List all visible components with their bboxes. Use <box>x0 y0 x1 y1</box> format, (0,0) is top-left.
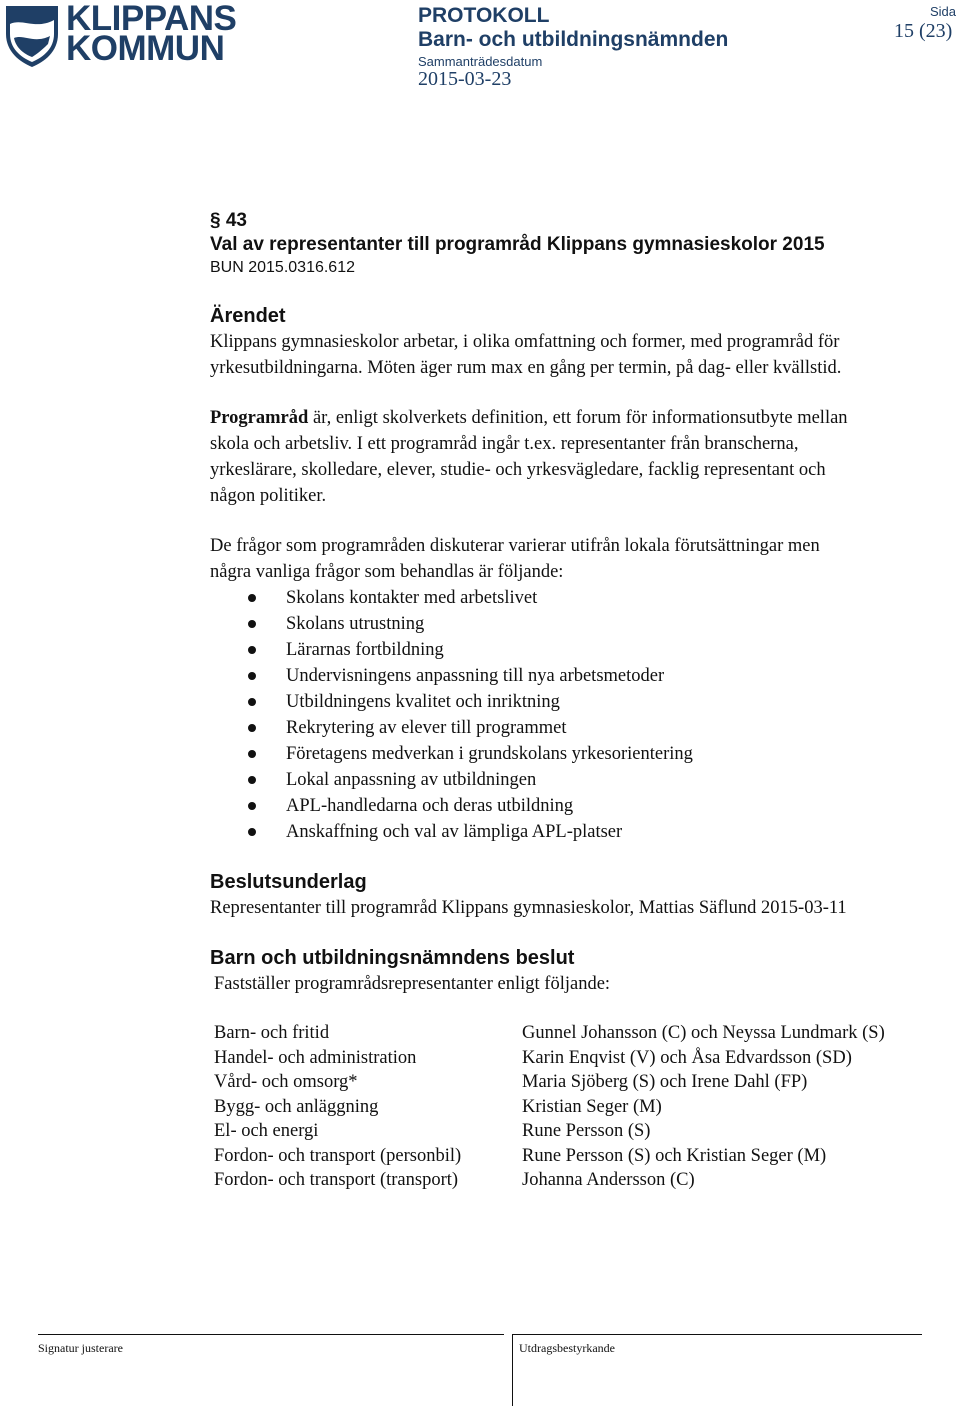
representatives-cell: Kristian Seger (M) <box>522 1096 662 1117</box>
table-row <box>214 1046 950 1071</box>
list-item: Skolans utrustning <box>248 611 950 637</box>
arendet-p3-line1: De frågor som programråden diskuterar varierar utifrån lokala förutsättningar men <box>210 536 820 556</box>
meeting-date: 2015-03-23 <box>418 68 512 90</box>
list-item: Skolans kontakter med arbetslivet <box>248 585 950 611</box>
table-row <box>214 1119 950 1144</box>
list-item: Undervisningens anpassning till nya arbetsmetoder <box>248 663 950 689</box>
list-item: Lokal anpassning av utbildningen <box>248 767 950 793</box>
representatives-cell: Maria Sjöberg (S) och Irene Dahl (FP) <box>522 1072 808 1092</box>
beslut-intro: Fastställer programrådsrepresentanter enligt följande: <box>214 974 611 994</box>
list-item: Företagens medverkan i grundskolans yrkesorientering <box>248 741 950 767</box>
paragraph-number: § 43 <box>210 210 247 231</box>
list-item: Utbildningens kvalitet och inriktning <box>248 689 950 715</box>
bullet-icon <box>248 724 256 732</box>
program-cell: Bygg- och anläggning <box>214 1096 379 1117</box>
paragraph-title: Val av representanter till programråd Klippans gymnasieskolor 2015 <box>210 234 825 255</box>
arendet-p2-line1 <box>210 405 950 431</box>
meeting-date-label: Sammanträdesdatum <box>418 54 543 69</box>
table-row <box>214 1144 950 1169</box>
arendet-p2-line3: yrkeslärare, skolledare, elever, studie- och yrkesvägledare, facklig representant och <box>210 460 826 480</box>
program-cell: El- och energi <box>214 1121 319 1141</box>
arendet-p2-line4: någon politiker. <box>210 486 327 506</box>
bullet-icon <box>248 750 256 758</box>
shield-logo-icon <box>4 4 60 68</box>
arendet-p2-line2: skola och arbetsliv. I ett programråd ingår t.ex. representanter från branscherna, <box>210 434 799 454</box>
table-row <box>214 1021 950 1046</box>
bullet-icon <box>248 828 256 836</box>
program-cell: Barn- och fritid <box>214 1023 330 1043</box>
table-row <box>214 1168 950 1193</box>
bullet-icon <box>248 698 256 706</box>
signature-footer <box>38 1334 922 1406</box>
representatives-cell: Johanna Andersson (C) <box>522 1170 695 1190</box>
beslut-heading: Barn och utbildningsnämndens beslut <box>210 947 575 969</box>
representatives-cell: Gunnel Johansson (C) och Neyssa Lundmark (S) <box>522 1023 885 1043</box>
arendet-p1-line1: Klippans gymnasieskolor arbetar, i olika omfattning och former, med programråd för <box>210 332 840 352</box>
beslutsunderlag-heading: Beslutsunderlag <box>210 871 367 893</box>
arendet-p1-line2: yrkesutbildningarna. Möten äger rum max en gång per termin, på dag- eller kvällstid. <box>210 358 842 378</box>
logo-line1: KLIPPANS <box>66 0 237 38</box>
table-row <box>214 1070 950 1095</box>
program-cell: Fordon- och transport (transport) <box>214 1170 459 1190</box>
bullet-icon <box>248 776 256 784</box>
bullet-icon <box>248 672 256 680</box>
list-item: Anskaffning och val av lämpliga APL-platser <box>248 819 950 845</box>
page-label: Sida <box>930 4 957 19</box>
committee-name: Barn- och utbildningsnämnden <box>418 28 729 51</box>
beslutsunderlag-text: Representanter till programråd Klippans gymnasieskolor, Mattias Säflund 2015-03-11 <box>210 898 847 918</box>
bullet-icon <box>248 594 256 602</box>
arendet-p2-line1-text: är, enligt skolverkets definition, ett forum för informationsutbyte mellan <box>308 408 848 428</box>
signatur-label: Signatur justerare <box>38 1341 123 1355</box>
representatives-table <box>214 1021 950 1193</box>
program-cell: Handel- och administration <box>214 1047 417 1068</box>
representatives-cell: Rune Persson (S) och Kristian Seger (M) <box>522 1145 827 1166</box>
representatives-cell: Rune Persson (S) <box>522 1121 651 1141</box>
logo-text <box>66 0 237 68</box>
bullet-icon <box>248 646 256 654</box>
bullet-icon <box>248 620 256 628</box>
bullet-icon <box>248 802 256 810</box>
list-item: APL-handledarna och deras utbildning <box>248 793 950 819</box>
table-row <box>214 1095 950 1120</box>
logo-line2: KOMMUN <box>66 29 225 68</box>
utdrag-label: Utdragsbestyrkande <box>519 1341 615 1355</box>
representatives-cell: Karin Enqvist (V) och Åsa Edvardsson (SD) <box>522 1047 852 1068</box>
municipality-logo <box>4 0 237 68</box>
program-cell: Vård- och omsorg* <box>214 1072 358 1092</box>
case-reference: BUN 2015.0316.612 <box>210 259 355 276</box>
utdrag-box <box>512 1334 922 1406</box>
document-type: PROTOKOLL <box>418 4 550 27</box>
page-number: 15 (23) <box>894 20 953 42</box>
protocol-body <box>210 208 950 1193</box>
list-item: Lärarnas fortbildning <box>248 637 950 663</box>
programrad-term: Programråd <box>210 408 309 428</box>
program-cell: Fordon- och transport (personbil) <box>214 1145 462 1166</box>
list-item: Rekrytering av elever till programmet <box>248 715 950 741</box>
question-list <box>248 585 950 845</box>
signatur-box <box>38 1334 504 1406</box>
arendet-heading: Ärendet <box>210 305 286 327</box>
arendet-p3-line2: några vanliga frågor som behandlas är följande: <box>210 562 564 582</box>
